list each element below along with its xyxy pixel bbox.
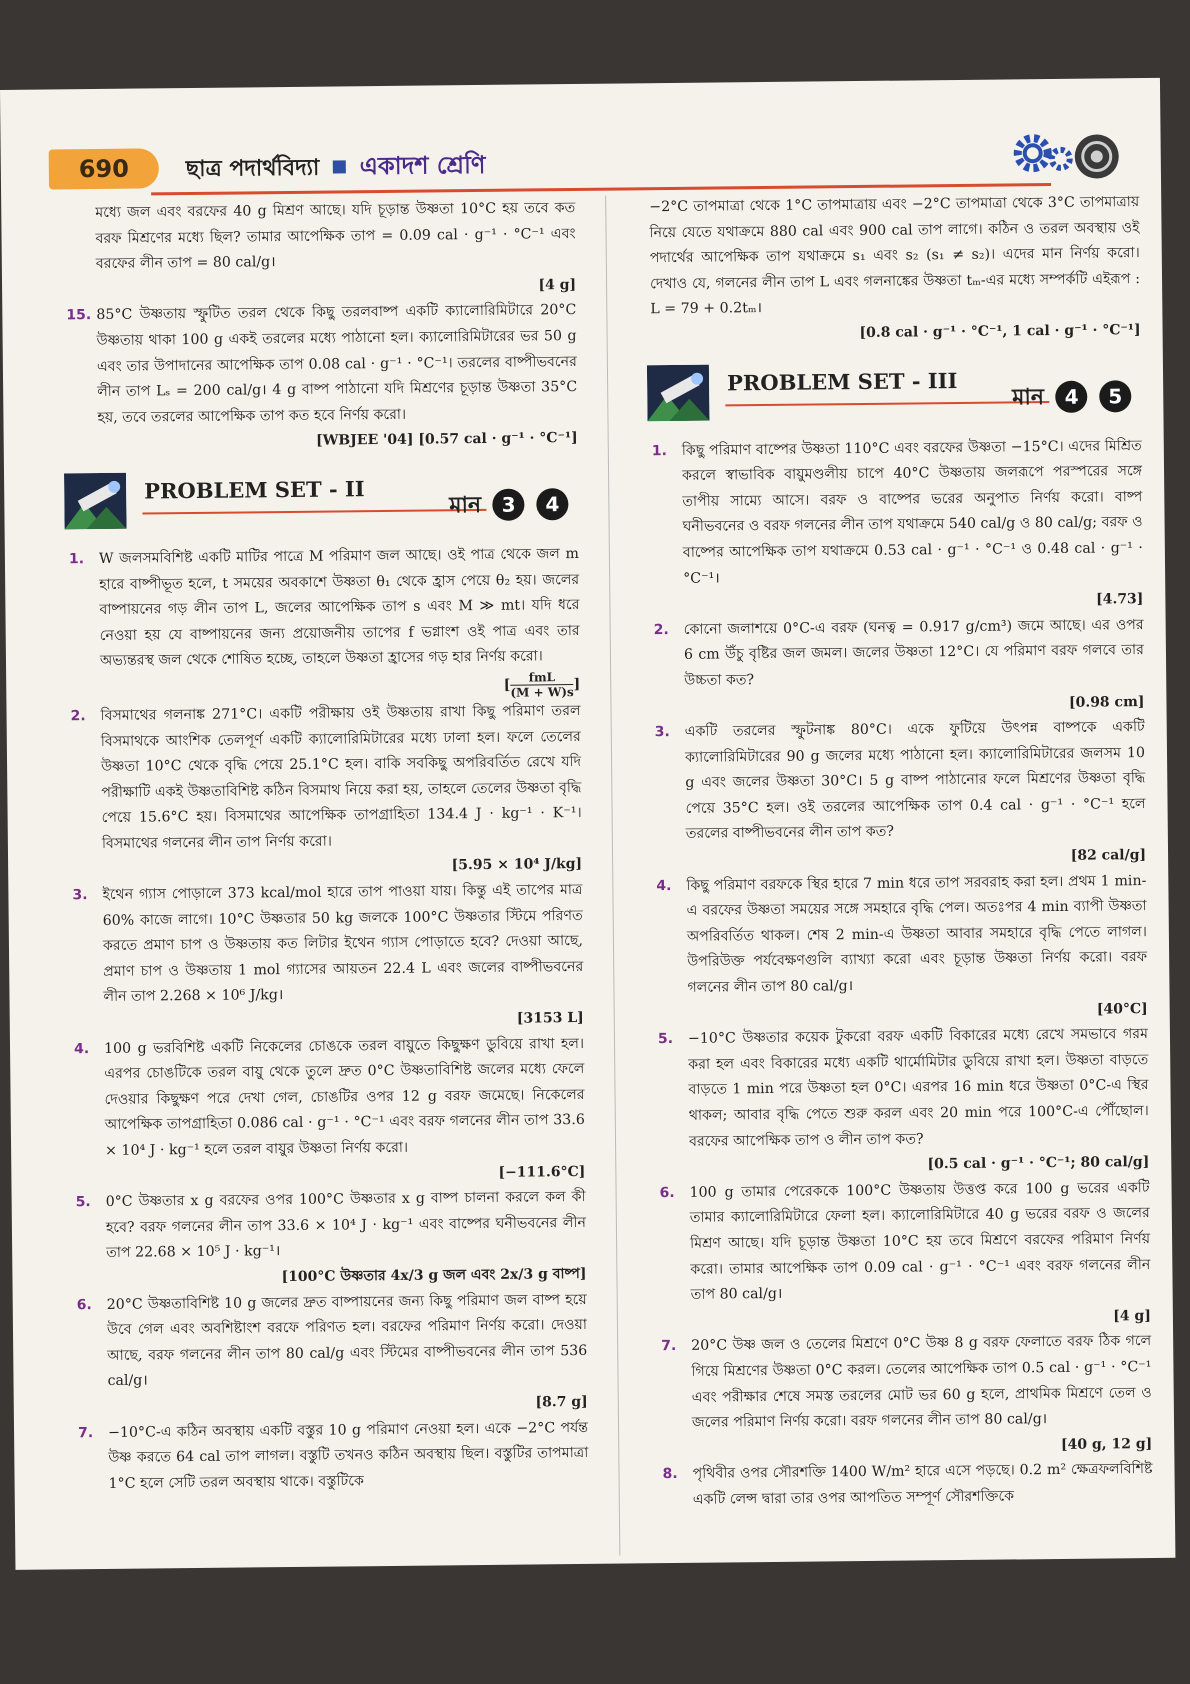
problem-set-2-header: [64, 460, 579, 539]
class-label: একাদশ শ্রেণি: [359, 150, 486, 181]
page-header: [0, 78, 1161, 200]
problem-number: 3.: [654, 724, 670, 741]
answer: [8.7 g]: [535, 1393, 588, 1411]
problem-number: 15.: [66, 307, 92, 324]
running-title: [186, 147, 486, 190]
problem-item: [655, 715, 1146, 848]
problem-text: মধ্যে জল এবং বরফের 40 g মিশ্রণ আছে। যদি চূড়ান্ত উষ্ণতা 10°C হয় তবে কত বরফ মিশ্রণের মধ্যে ছিল? তামার আপেক্ষিক তাপ = 0.09 cal · g⁻¹ · °C⁻¹ এবং বরফের লীন তাপ = 80 cal/g।: [95, 199, 576, 273]
answer: [3153 L]: [516, 1009, 584, 1027]
answer: [82 cal/g]: [1070, 847, 1147, 864]
problem-number: 5.: [75, 1194, 91, 1211]
problem-number: 4.: [73, 1040, 90, 1057]
answer: [4.73]: [1095, 591, 1144, 608]
problem-number: 1.: [651, 442, 667, 459]
problem-item: [77, 1287, 588, 1395]
problem-number: 6.: [659, 1184, 675, 1201]
answer: [4 g]: [1113, 1307, 1151, 1325]
answer-fraction: [510, 670, 574, 700]
problem-text: −10°C উষ্ণতার কয়েক টুকরো বরফ একটি বিকারের মধ্যে রেখে সমভাবে গরম করা হল এবং বিকারের মধ্যে একটি থার্মোমিটার ডুবিয়ে রাখা হল। উষ্ণতা বাড়তে বাড়তে 1 min পরে উষ্ণতা হল 0°C। এরপর 16 min ধরে উষ্ণতা 0°C-এ স্থির থাকল; আবার বৃদ্ধি পেতে শুরু করল এবং 20 min পরে 100°C-এ পৌঁছোল। বরফের আপেক্ষিক তাপ ও লীন তাপ কত?: [687, 1026, 1149, 1150]
problem-number: 1.: [68, 551, 85, 568]
problem-text: কিছু পরিমাণ বরফকে স্থির হারে 7 min ধরে তাপ সরবরাহ করা হল। প্রথম 1 min-এ বরফের উষ্ণতা সময়ের সঙ্গে সমহারে বৃদ্ধি পেল। অতঃপর 4 min ব্যাপী উষ্ণতা অপরিবর্তিত থাকল। শেষ 2 min-এ উষ্ণতা আবার সমহারে বৃদ্ধি পেতে লাগল। উপরিউক্ত পর্যবেক্ষণগুলি ব্যাখ্যা করো এবং চূড়ান্ত উষ্ণতা নির্ণয় করো। বরফ গলনের লীন তাপ 80 cal/g।: [686, 872, 1148, 996]
problem-text: একটি তরলের স্ফুটনাঙ্ক 80°C। একে ফুটিয়ে উৎপন্ন বাষ্পকে একটি ক্যালোরিমিটারের 90 g জলের মধ্যে পাঠানো হল। ক্যালোরিমিটারের জলসম 10 g এবং জলের উষ্ণতা 30°C। 5 g বাষ্প পাঠানোর ফলে মিশ্রণের উষ্ণতা বৃদ্ধি পেয়ে 35°C হল। ওই তরলের আপেক্ষিক তাপ 0.4 cal · g⁻¹ · °C⁻¹ হলে তরলের বাষ্পীভবনের লীন তাপ কত?: [684, 719, 1146, 843]
mark-value: 3: [493, 488, 525, 520]
problem-text: −2°C তাপমাত্রা থেকে 1°C তাপমাত্রায় এবং −2°C তাপমাত্রা থেকে 3°C তাপমাত্রায় নিয়ে যেতে যথাক্রমে 880 cal এবং 900 cal তাপ লাগে। কঠিন ও তরল অবস্থায় ওই পদার্থের আপেক্ষিক তাপ যথাক্রমে s₁ এবং s₂ (s₁ ≠ s₂)। এদের মান নির্ণয় করো। দেখাও যে, গলনের লীন তাপ L এবং গলনাঙ্কের উষ্ণতা tₘ-এর মধ্যে সম্পর্কটি এইরূপ : L = 79 + 0.2tₘ।: [649, 194, 1141, 318]
marks-badge: [449, 488, 568, 521]
marks-label: মান: [1012, 384, 1045, 410]
answer: [4 g]: [538, 276, 577, 294]
answer: [40°C]: [1096, 1000, 1148, 1018]
left-column: [65, 196, 589, 1498]
answer: [−111.6°C]: [498, 1163, 586, 1181]
problem-set-title: PROBLEM SET - II: [144, 476, 365, 504]
problem-7-continued: [649, 190, 1140, 323]
problem-text: 20°C উষ্ণ জল ও তেলের মিশ্রণে 0°C উষ্ণ 8 g বরফ ফেলাতে বরফ ঠিক গলে গিয়ে মিশ্রণের উষ্ণতা 0°C করল। তেলের আপেক্ষিক তাপ 0.5 cal · g⁻¹ · °C⁻¹ এবং পরীক্ষার শেষে সমস্ত তরলের মোট ভর 60 g হলে, প্রাথমিক মিশ্রণে তেল ও জলের পরিমাণ নির্ণয় করো। বরফ গলনের লীন তাপ 80 cal/g।: [691, 1333, 1152, 1431]
marks-label: মান: [449, 492, 482, 519]
answer: [ $\frac{\text{fmL}}{(M + W)s}$ ]: [503, 670, 581, 700]
problem-number: 5.: [657, 1031, 674, 1048]
problem-text: 85°C উষ্ণতায় স্ফুটিত তরল থেকে কিছু তরলবাষ্প একটি ক্যালোরিমিটারে 20°C উষ্ণতায় থাকা 100 g একই তরলের মধ্যে পাঠানো হল। ক্যালোরিমিটারের ভর 50 g এবং তার উপাদানের আপেক্ষিক তাপ 0.08 cal · g⁻¹ · °C⁻¹। তরলের বাষ্পীভবনের লীন তাপ Lₛ = 200 cal/g। 4 g বাষ্প পাঠানো যদি মিশ্রণের চূড়ান্ত উষ্ণতা 35°C হয়, তবে তরলের আপেক্ষিক তাপ কত হবে নির্ণয় করো।: [96, 302, 578, 426]
answer: [40 g, 12 g]: [1060, 1435, 1153, 1453]
problem-item: [652, 434, 1144, 593]
problem-item: [656, 869, 1147, 1002]
problem-set-3-header: [647, 352, 1142, 431]
telescope-icon: [64, 473, 127, 530]
problem-number: 2.: [653, 621, 669, 638]
problem-text: −10°C-এ কঠিন অবস্থায় একটি বস্তুর 10 g পরিমাণ নেওয়া হল। একে −2°C পর্যন্ত উষ্ণ করতে 64 cal তাপ লাগল। বস্তুটি তখনও কঠিন অবস্থায় ছিল। বস্তুটির তাপমাত্রা 1°C হলে সেটি তরল অবস্থায় থাকে। বস্তুটিকে: [107, 1419, 589, 1492]
mark-value: 5: [1099, 380, 1131, 412]
gears-icon: [1010, 120, 1131, 191]
mark-value: 4: [1055, 380, 1087, 412]
marks-badge: [1012, 380, 1131, 413]
right-column: [649, 190, 1153, 1514]
problem-number: 4.: [656, 877, 672, 894]
problem-item: [78, 1415, 589, 1497]
problem-item: [654, 613, 1145, 695]
answer: [5.95 × 10⁴ J/kg]: [451, 856, 583, 874]
problem-text: কিছু পরিমাণ বাষ্পের উষ্ণতা 110°C এবং বরফের উষ্ণতা −15°C। এদের মিশ্রিত করলে স্বাভাবিক বায়ুমণ্ডলীয় চাপে 40°C উষ্ণতায় জলরূপে পরস্পরের সঙ্গে তাপীয় সাম্যে আসে। বরফ ও বাষ্পের ভরের অনুপাত নির্ণয় করো। বাষ্প ঘনীভবনের ও বরফ গলনের লীন তাপ যথাক্রমে 540 cal/g ও 80 cal/g; বরফ ও বাষ্পের আপেক্ষিক তাপ যথাক্রমে 0.53 cal · g⁻¹ · °C⁻¹ ও 0.48 cal · g⁻¹ · °C⁻¹।: [681, 437, 1143, 587]
problem-text: 100 g ভরবিশিষ্ট একটি নিকেলের চোঙকে তরল বায়ুতে কিছুক্ষণ ডুবিয়ে রাখা হল। এরপর চোঙটিকে তরল বায়ু থেকে তুলে দ্রুত 0°C উষ্ণতাবিশিষ্ট জলের মধ্যে ফেলে দেওয়ার কিছুক্ষণ পরে দেখা গেল, চোঙটির ওপর 12 g বরফ জমেছে। নিকেলের আপেক্ষিক তাপগ্রাহিতা 0.086 cal · g⁻¹ · °C⁻¹ এবং বরফ গলনের লীন তাপ 33.6 × 10⁴ J · kg⁻¹ হলে তরল বায়ুর উষ্ণতা নির্ণয় করো।: [103, 1035, 585, 1159]
problem-number: 8.: [662, 1466, 678, 1483]
fraction-denominator: (M + W)s: [510, 684, 574, 700]
problem-text: 20°C উষ্ণতাবিশিষ্ট 10 g জলের দ্রুত বাষ্পায়নের জন্য কিছু পরিমাণ জল বাষ্প হয়ে উবে গেল এবং অবশিষ্টাংশ বরফে পরিণত হল। বরফের পরিমাণ নির্ণয় করো। দেওয়া আছে, বরফ গলনের লীন তাপ 80 cal/g এবং স্টিমের বাষ্পীভবনের লীন তাপ 536 cal/g।: [106, 1291, 588, 1390]
problem-number: 7.: [77, 1424, 94, 1441]
problem-number: 6.: [76, 1296, 92, 1313]
title-rule: [725, 401, 1049, 406]
answer: [0.8 cal · g⁻¹ · °C⁻¹, 1 cal · g⁻¹ · °C⁻¹]: [859, 322, 1141, 341]
problem-text: কোনো জলাশয়ে 0°C-এ বরফ (ঘনত্ব = 0.917 g/cm³) জমে আছে। এর ওপর 6 cm উঁচু বৃষ্টির জল জমল। জলের উষ্ণতা 12°C। যে পরিমাণ বরফ গলবে তার উচ্চতা কত?: [683, 616, 1145, 689]
page-number: 690: [49, 148, 159, 189]
problem-item: [659, 1176, 1150, 1309]
problem-item: [72, 878, 583, 1011]
telescope-icon: [647, 364, 710, 421]
problem-number: 3.: [72, 887, 88, 904]
problem-text: W জলসমবিশিষ্ট একটি মাটির পাত্রে M পরিমাণ জল আছে। ওই পাত্র থেকে জল m হারে বাষ্পীভূত হলে, t সময়ের অবকাশে উষ্ণতা θ₁ থেকে হ্রাস পেয়ে θ₂ হয়। জলের বাষ্পায়নের গড় লীন তাপ L, জলের আপেক্ষিক তাপ s এবং M ≫ mt। যদি ধরে নেওয়া হয় যে বাষ্পায়নের জন্য প্রয়োজনীয় তাপের f ভগ্নাংশ ওই পাত্র এবং তার অভ্যন্তরস্থ জল থেকে শোষিত হচ্ছে, তাহলে উষ্ণতা হ্রাসের গড় হার নির্ণয় করো।: [98, 545, 580, 670]
book-title: ছাত্র পদার্থবিদ্যা: [185, 155, 320, 183]
problem-text: 100 g তামার পেরেককে 100°C উষ্ণতায় উত্তপ্ত করে 100 g ভরের একটি তামার ক্যালোরিমিটারে ফেলা হল। ক্যালোরিমিটারে 40 g ভরের বরফ ও জলের মিশ্রণ আছে। যদি চূড়ান্ত উষ্ণতা 10°C হয় তবে মিশ্রণে বরফের পরিমাণ নির্ণয় করো। তামার আপেক্ষিক তাপ 0.09 cal · g⁻¹ · °C⁻¹ এবং বরফ গলনের লীন তাপ 80 cal/g।: [689, 1179, 1151, 1303]
book-page: [0, 78, 1175, 1570]
answer: [0.98 cm]: [1068, 693, 1145, 711]
title-rule: [142, 509, 486, 515]
problem-15: [66, 298, 577, 431]
problem-text: পৃথিবীর ওপর সৌরশক্তি 1400 W/m² হারে এসে পড়ছে। 0.2 m² ক্ষেত্রফলবিশিষ্ট একটি লেন্স দ্বারা তার ওপর আপতিত সম্পূর্ণ সৌরশক্তিকে: [692, 1461, 1153, 1508]
problem-item: [74, 1032, 585, 1165]
problem-item: [658, 1022, 1149, 1155]
fraction-numerator: fmL: [528, 670, 556, 685]
column-divider: [605, 196, 620, 1556]
problem-item: [661, 1329, 1152, 1437]
answer: [0.5 cal · g⁻¹ · °C⁻¹; 80 cal/g]: [927, 1154, 1150, 1173]
problem-item: [70, 699, 582, 858]
problem-item: [69, 542, 580, 675]
problem-number: 7.: [661, 1338, 677, 1355]
mark-value: 4: [536, 488, 568, 520]
answer: [100°C উষ্ণতার 4x/3 g জল এবং 2x/3 g বাষ্প]: [281, 1265, 587, 1286]
problem-item: [662, 1457, 1153, 1513]
problem-number: 2.: [70, 708, 86, 725]
problem-text: ইথেন গ্যাস পোড়ালে 373 kcal/mol হারে তাপ পাওয়া যায়। কিন্তু এই তাপের মাত্র 60% কাজে লাগে। 10°C উষ্ণতার 50 kg জলকে 100°C উষ্ণতার স্টিমে পরিণত করতে প্রমাণ চাপ ও উষ্ণতায় কত লিটার ইথেন গ্যাস পোড়াতে হবে? দেওয়া আছে, প্রমাণ চাপ ও উষ্ণতায় 1 mol গ্যাসের আয়তন 22.4 L এবং জলের বাষ্পীভবনের লীন তাপ 2.268 × 10⁶ J/kg।: [102, 882, 584, 1006]
problem-set-title: PROBLEM SET - III: [726, 367, 958, 395]
problem-text: বিসমাথের গলনাঙ্ক 271°C। একটি পরীক্ষায় ওই উষ্ণতায় রাখা কিছু পরিমাণ তরল বিসমাথকে আংশিক তেলপূর্ণ একটি ক্যালোরিমিটারের মধ্যে ঢালা হল। ফলে তেলের উষ্ণতা 10°C থেকে বৃদ্ধি পেয়ে 25.1°C হল। বাকি সবকিছু অপরিবর্তিত রেখে যদি পরীক্ষাটি একই উষ্ণতাবিশিষ্ট কঠিন বিসমাথ নিয়ে করা হয়, তাহলে তেলের উষ্ণতা বৃদ্ধি পেয়ে 15.6°C হয়। বিসমাথের আপেক্ষিক তাপগ্রাহিতা 134.4 J · kg⁻¹ · K⁻¹। বিসমাথের গলনের লীন তাপ নির্ণয় করো।: [100, 702, 582, 852]
problem-item: [76, 1185, 587, 1267]
square-bullet-icon: [333, 160, 346, 173]
answer: [WBJEE '04] [0.57 cal · g⁻¹ · °C⁻¹]: [315, 430, 578, 450]
problem-text: 0°C উষ্ণতার x g বরফের ওপর 100°C উষ্ণতার x g বাষ্প চালনা করলে কল কী হবে? বরফ গলনের লীন তাপ 33.6 × 10⁴ J · kg⁻¹ এবং বাষ্পের ঘনীভবনের লীন তাপ 22.68 × 10⁵ J · kg⁻¹।: [105, 1189, 586, 1262]
problem-14-continued: [65, 196, 576, 278]
